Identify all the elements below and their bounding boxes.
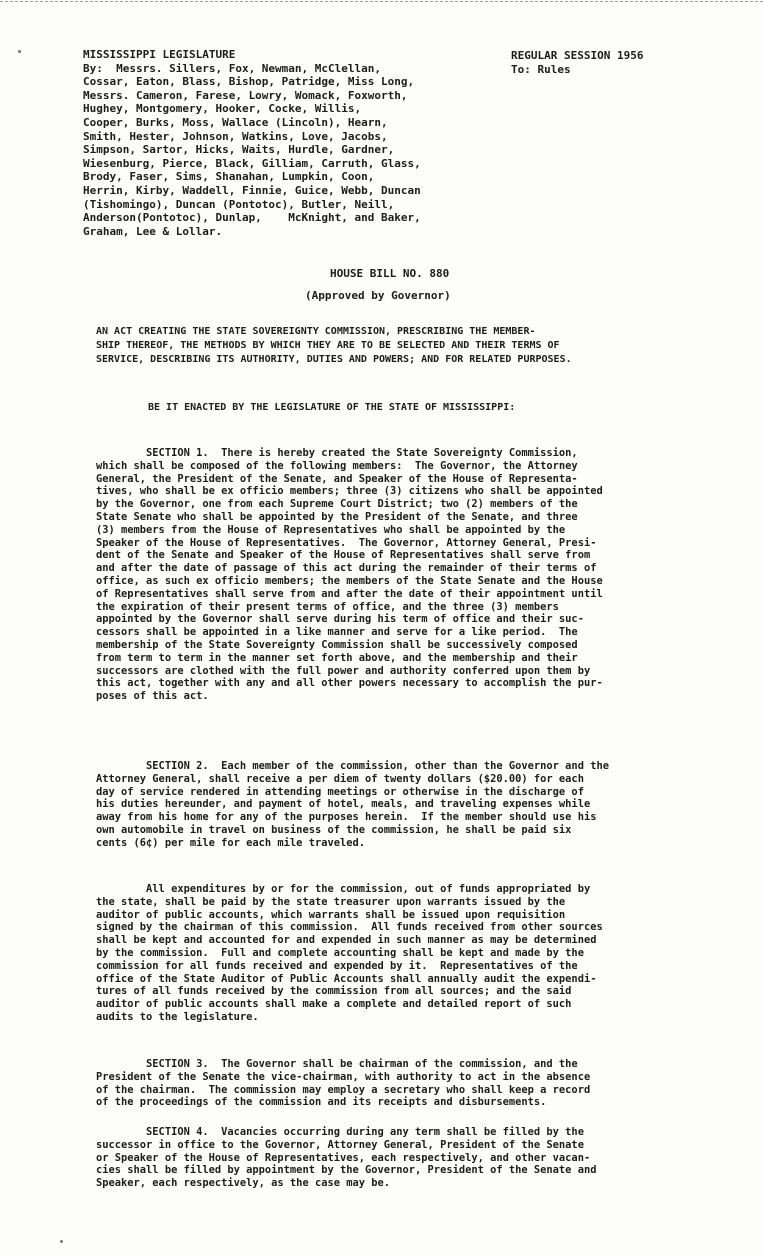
sponsor-line: By: Messrs. Sillers, Fox, Newman, McClellan, (83, 61, 382, 75)
act-title (96, 325, 696, 367)
sponsor-line: Anderson(Pontotoc), Dunlap, McKnight, and Baker, (83, 211, 421, 225)
text-line: dent of the Senate and Speaker of the House of Representatives shall serve from (96, 549, 591, 562)
session-block (511, 49, 751, 76)
text-line: his duties hereunder, and payment of hotel, meals, and traveling expenses while (96, 798, 591, 811)
sponsor-line: Cooper, Burks, Moss, Wallace (Lincoln), Hearn, (83, 115, 388, 129)
expenditures-paragraph (96, 883, 716, 1024)
text-line: President of the Senate the vice-chairman, with authority to act in the absence (96, 1070, 591, 1083)
text-line: SECTION 1. There is hereby created the State Sovereignty Commission, (96, 447, 578, 459)
sponsor-line: Wiesenburg, Pierce, Black, Gilliam, Carruth, Glass, (83, 156, 421, 170)
text-line: (3) members from the House of Representatives who shall be appointed by the (96, 523, 566, 536)
text-line: cessors shall be appointed in a like manner and serve for a like period. The (96, 626, 578, 639)
text-line: SECTION 4. Vacancies occurring during any term shall be filled by the (96, 1126, 584, 1138)
text-line: shall be kept and accounted for and expended in such manner as may be determined (96, 934, 597, 947)
text-line: which shall be composed of the following members: The Governor, the Attorney (96, 459, 578, 472)
text-line: office, as such ex officio members; the members of the State Senate and the House (96, 574, 603, 587)
sponsor-line: Messrs. Cameron, Farese, Lowry, Womack, Foxworth, (83, 88, 408, 102)
sponsor-line: (Tishomingo), Duncan (Pontotoc), Butler, Neill, (83, 197, 395, 211)
text-line: from term to term in the manner set forth above, and the membership and their (96, 651, 578, 664)
text-line: Speaker of the House of Representatives. The Governor, Attorney General, Presi- (96, 536, 597, 549)
text-line: and after the date of passage of this act during the remainder of their terms of (96, 562, 597, 575)
text-line: cents (6¢) per mile for each mile traveled. (96, 836, 365, 849)
sponsor-line: Herrin, Kirby, Waddell, Finnie, Guice, Webb, Duncan (83, 183, 421, 197)
text-line: successors are clothed with the full power and authority conferred upon them by (96, 664, 591, 677)
text-line: by the commission. Full and complete accounting shall be kept and made by the (96, 946, 584, 959)
section-4-paragraph (96, 1126, 716, 1190)
text-line: away from his home for any of the purposes herein. If the member should use his (96, 811, 597, 824)
text-line: State Senate who shall be appointed by the President of the Senate, and three (96, 510, 578, 523)
text-line: poses of this act. (96, 690, 209, 703)
text-line: office of the State Auditor of Public Accounts shall annually audit the expendi- (96, 972, 597, 985)
section-2-paragraph (96, 760, 716, 850)
text-line: Speaker, each respectively, as the case may be. (96, 1177, 391, 1190)
session-label: REGULAR SESSION 1956 (511, 49, 644, 62)
text-line: of Representatives shall serve from and after the date of their appointment until (96, 587, 603, 600)
sponsor-block (83, 48, 483, 238)
text-line: the expiration of their present terms of office, and the three (3) members (96, 600, 559, 613)
text-line: auditor of public accounts shall make a complete and detailed report of such (96, 998, 572, 1011)
text-line: by the Governor, one from each Supreme Court District; two (2) members of the (96, 498, 578, 511)
page-top-edge (0, 1, 763, 2)
text-line: the state, shall be paid by the state treasurer upon warrants issued by the (96, 895, 566, 908)
text-line: SECTION 3. The Governor shall be chairman of the commission, and the (96, 1058, 578, 1070)
sponsor-line: Brody, Faser, Sims, Shanahan, Lumpkin, Coon, (83, 170, 375, 184)
text-line: commission for all funds received and expended by it. Representatives of the (96, 959, 578, 972)
text-line: successor in office to the Governor, Attorney General, President of the Senate (96, 1138, 584, 1151)
legislature-name: MISSISSIPPI LEGISLATURE (83, 48, 236, 61)
sponsor-line: Hughey, Montgomery, Hooker, Cocke, Willis, (83, 102, 362, 116)
approval-status: (Approved by Governor) (305, 289, 451, 302)
text-line: this act, together with any and all other powers necessary to accomplish the pur- (96, 677, 603, 690)
text-line: tives, who shall be ex officio members; three (3) citizens who shall be appointed (96, 485, 603, 498)
act-title-line: SERVICE, DESCRIBING ITS AUTHORITY, DUTIES AND POWERS; AND FOR RELATED PURPOSES. (96, 354, 572, 365)
text-line: of the chairman. The commission may employ a secretary who shall keep a record (96, 1083, 591, 1096)
text-line: SECTION 2. Each member of the commission, other than the Governor and the (96, 760, 609, 772)
text-line: tures of all funds received by the commission from all sources; and the said (96, 985, 572, 998)
text-line: audits to the legislature. (96, 1010, 259, 1023)
text-line: or Speaker of the House of Representatives, each respectively, and other vacan- (96, 1151, 591, 1164)
committee-referral: To: Rules (511, 62, 571, 76)
act-title-line: AN ACT CREATING THE STATE SOVEREIGNTY COMMISSION, PRESCRIBING THE MEMBER- (96, 326, 536, 337)
scan-speck (60, 1240, 63, 1243)
text-line: signed by the chairman of this commission. All funds received from other sources (96, 921, 603, 934)
text-line: day of service rendered in attending meetings or otherwise in the discharge of (96, 785, 584, 798)
sponsor-line: Smith, Hester, Johnson, Watkins, Love, Jacobs, (83, 129, 388, 143)
text-line: Attorney General, shall receive a per diem of twenty dollars ($20.00) for each (96, 772, 584, 785)
sponsor-line: Simpson, Sartor, Hicks, Waits, Hurdle, Gardner, (83, 143, 395, 157)
text-line: auditor of public accounts, which warrants shall be issued upon requisition (96, 908, 566, 921)
text-line: All expenditures by or for the commission, out of funds appropriated by (96, 883, 591, 895)
section-3-paragraph (96, 1058, 716, 1109)
sponsor-line: Graham, Lee & Lollar. (83, 224, 223, 238)
act-title-line: SHIP THEREOF, THE METHODS BY WHICH THEY ARE TO BE SELECTED AND THEIR TERMS OF (96, 340, 560, 351)
scan-speck (18, 50, 21, 53)
text-line: of the proceedings of the commission and its receipts and disbursements. (96, 1096, 547, 1109)
text-line: General, the President of the Senate, and Speaker of the House of Representa- (96, 472, 578, 485)
text-line: cies shall be filled by appointment by the Governor, President of the Senate and (96, 1164, 597, 1177)
section-1-paragraph (96, 447, 716, 703)
enacting-clause: BE IT ENACTED BY THE LEGISLATURE OF THE STATE OF MISSISSIPPI: (148, 402, 516, 413)
text-line: appointed by the Governor shall serve during his term of office and their suc- (96, 613, 584, 626)
text-line: own automobile in travel on business of the commission, he shall be paid six (96, 823, 572, 836)
bill-number: HOUSE BILL NO. 880 (330, 267, 450, 280)
text-line: membership of the State Sovereignty Commission shall be successively composed (96, 638, 578, 651)
sponsor-line: Cossar, Eaton, Blass, Bishop, Patridge, Miss Long, (83, 75, 415, 89)
